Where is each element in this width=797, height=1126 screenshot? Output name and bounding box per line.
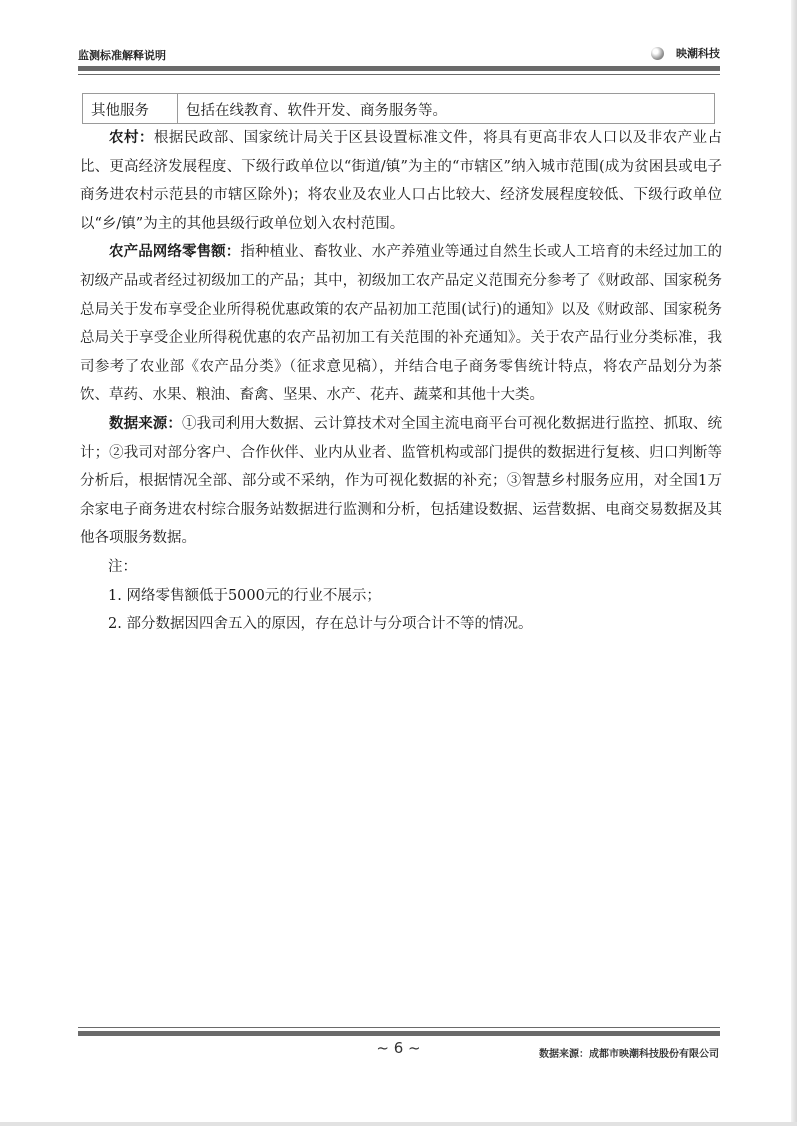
paragraph-rural <box>80 124 722 238</box>
page-number: ~ 6 ~ <box>376 1039 421 1057</box>
term-agri-products: 农产品网络零售额： <box>109 243 241 261</box>
paragraph-data-source <box>80 410 722 553</box>
header-rule-thick <box>78 66 720 71</box>
header-title: 监测标准解释说明 <box>78 49 166 62</box>
text-rural: 根据民政部、国家统计局关于区县设置标准文件，将具有更高非农人口以及非农产业占比、更高经济发展程度、下级行政单位以“街道/镇”为主的“市辖区”纳入城市范围(成为贫困县或电子商务进农村示范县的市辖区除外)；将农业及农业人口占比较大、经济发展程度较低、下级行政单位以“乡/镇”为主的其他县级行政单位划入农村范围。 <box>80 130 722 232</box>
company-logo-icon <box>651 47 664 60</box>
footer-rule-thin <box>78 1027 720 1028</box>
term-rural: 农村： <box>109 129 154 146</box>
category-table-row <box>82 93 715 124</box>
header-brand <box>651 45 720 61</box>
notes-label: 注： <box>108 558 137 575</box>
header-rule-thin <box>78 74 720 75</box>
term-data-source: 数据来源： <box>109 414 182 432</box>
page-edge-shadow <box>791 0 797 1126</box>
document-body <box>80 124 722 639</box>
note-item-2: 2. 部分数据因四舍五入的原因，存在总计与分项合计不等的情况。 <box>108 616 533 633</box>
footer-source-note: 数据来源：成都市映潮科技股份有限公司 <box>539 1049 719 1060</box>
text-data-source: ①我司利用大数据、云计算技术对全国主流电商平台可视化数据进行监控、抓取、统计；②我司对部分客户、合作伙伴、业内从业者、监管机构或部门提供的数据进行复核、归口判断等分析后，根据情况全部、部分或不采纳，作为可视化数据的补充；③智慧乡村服务应用，对全国1万余家电子商务进农村综合服务站数据进行监测和分析，包括建设数据、运营数据、电商交易数据及其他各项服务数据。 <box>80 415 723 547</box>
table-cell-description: 包括在线教育、软件开发、商务服务等。 <box>186 103 447 119</box>
footer-rule-thick <box>78 1031 720 1036</box>
page-bottom-edge <box>0 1122 797 1126</box>
text-agri-products: 指种植业、畜牧业、水产养殖业等通过自然生长或人工培育的未经过加工的初级产品或者经过初级加工的产品；其中，初级加工农产品定义范围充分参考了《财政部、国家税务总局关于发布享受企业所得税优惠政策的农产品初加工范围(试行)的通知》以及《财政部、国家税务总局关于享受企业所得税优惠的农产品初加工有关范围的补充通知》。关于农产品行业分类标准，我司参考了农业部《农产品分类》（征求意见稿），并结合电子商务零售统计特点，将农产品划分为茶饮、草药、水果、粮油、畜禽、坚果、水产、花卉、蔬菜和其他十大类。 <box>80 244 723 404</box>
page-header <box>78 44 720 66</box>
note-item-1: 1. 网络零售额低于5000元的行业不展示； <box>108 587 381 604</box>
header-company-name: 映潮科技 <box>676 47 720 60</box>
paragraph-agri-products <box>80 238 722 410</box>
table-cell-category: 其他服务 <box>83 94 178 123</box>
